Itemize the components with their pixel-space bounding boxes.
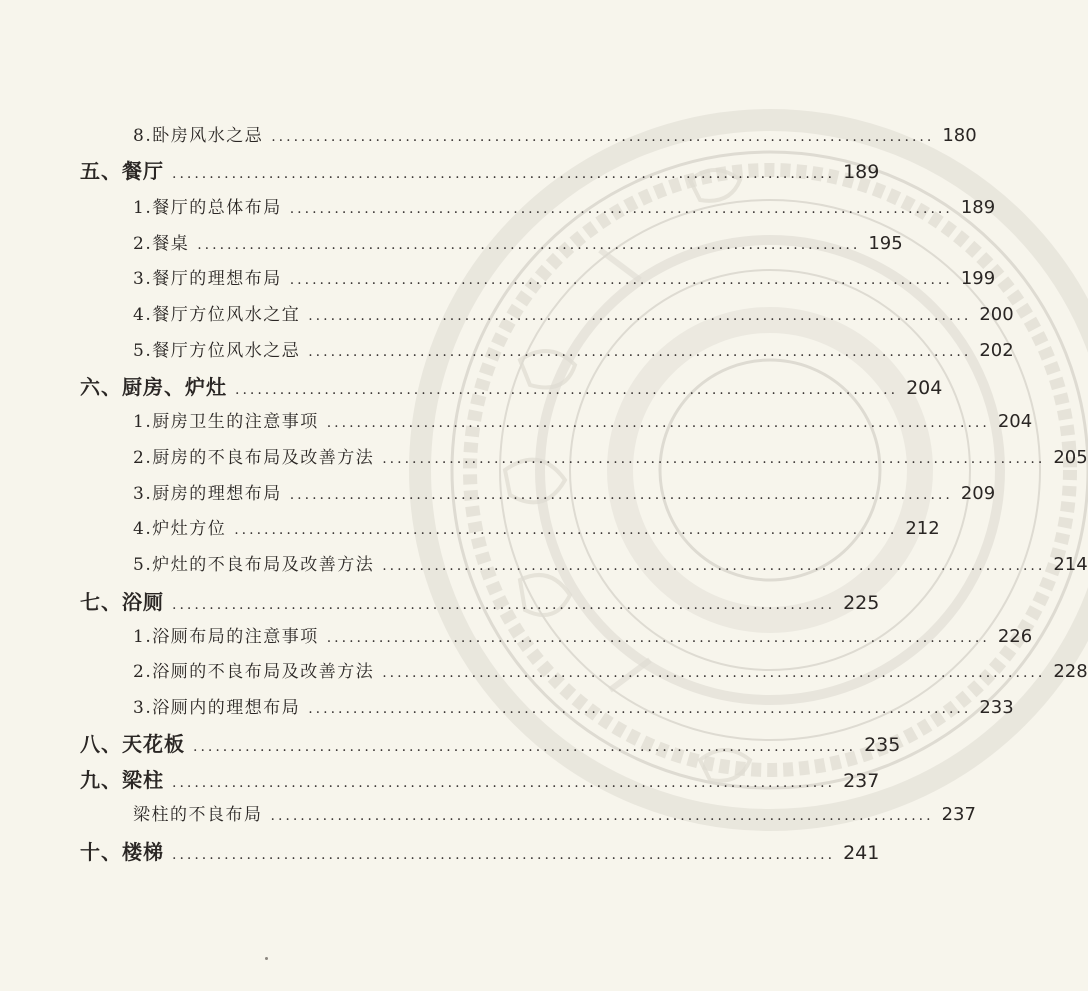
toc-entry-page: 180 [942, 125, 977, 146]
dot-leader: ......................................................................................... [289, 487, 953, 503]
toc-entry-title: 3.浴厕内的理想布局 [133, 698, 301, 718]
toc-entry-chapter[interactable] [80, 764, 880, 793]
toc-entry-title: 4.餐厅方位风水之宜 [133, 305, 301, 325]
toc-entry-title: 2.厨房的不良布局及改善方法 [133, 448, 375, 468]
dot-leader: ......................................................................................... [382, 558, 1046, 574]
toc-entry-title: 8.卧房风水之忌 [133, 126, 264, 146]
toc-entry-title: 1.餐厅的总体布局 [133, 198, 282, 218]
toc-entry-title: 2.餐桌 [133, 234, 190, 254]
toc-entry-title: 5.餐厅方位风水之忌 [133, 341, 301, 361]
dot-leader: ......................................................................................... [326, 630, 990, 646]
toc-entry-page: 225 [843, 592, 880, 614]
dot-leader: ......................................................................................... [289, 272, 953, 288]
toc-entry-chapter[interactable] [80, 371, 943, 400]
dot-leader: ......................................................................................... [382, 665, 1046, 681]
toc-entry-sub[interactable] [133, 550, 1088, 575]
dot-leader: ......................................................................................... [270, 808, 934, 824]
toc-entry-title: 七、浴厕 [80, 590, 164, 614]
toc-entry-sub[interactable] [133, 443, 1088, 468]
toc-entry-page: 209 [960, 483, 996, 504]
toc-entry-page: 212 [905, 518, 940, 539]
toc-entry-title: 五、餐厅 [80, 159, 164, 183]
toc-entry-page: 202 [979, 340, 1014, 361]
toc-entry-chapter[interactable] [80, 728, 901, 757]
toc-entry-sub[interactable] [133, 407, 1033, 432]
toc-entry-chapter[interactable] [80, 836, 880, 865]
dot-leader: ......................................................................................... [234, 522, 898, 538]
toc-entry-page: 189 [960, 197, 996, 218]
toc-entry-page: 199 [960, 268, 996, 289]
toc-entry-title: 九、梁柱 [80, 768, 164, 792]
toc-entry-sub[interactable] [133, 336, 1014, 361]
toc-entry-title: 1.厨房卫生的注意事项 [133, 412, 319, 432]
toc-entry-page: 204 [906, 377, 943, 399]
dot-leader: ......................................................................................... [172, 166, 836, 182]
toc-entry-title: 梁柱的不良布局 [133, 805, 263, 825]
dot-leader: ......................................................................................... [235, 382, 899, 398]
toc-entry-sub[interactable] [133, 622, 1033, 647]
dot-leader: ......................................................................................... [308, 308, 972, 324]
dot-leader: ......................................................................................... [197, 237, 861, 253]
toc-entry-sub[interactable] [133, 193, 996, 218]
toc-entry-page: 200 [979, 304, 1014, 325]
toc-entry-sub[interactable] [133, 657, 1088, 682]
toc-entry-sub[interactable] [133, 300, 1014, 325]
print-speck [265, 957, 268, 960]
toc-entry-title: 八、天花板 [80, 732, 185, 756]
toc-entry-page: 228 [1053, 661, 1088, 682]
dot-leader: ......................................................................................... [172, 775, 836, 791]
toc-entry-chapter[interactable] [80, 586, 880, 615]
toc-entry-page: 195 [868, 233, 903, 254]
dot-leader: ......................................................................................... [382, 451, 1046, 467]
toc-entry-chapter[interactable] [80, 155, 880, 184]
dot-leader: ......................................................................................... [326, 415, 990, 431]
toc-entry-title: 3.餐厅的理想布局 [133, 269, 282, 289]
toc-entry-page: 241 [843, 842, 880, 864]
toc-entry-title: 2.浴厕的不良布局及改善方法 [133, 662, 375, 682]
toc-entry-title: 1.浴厕布局的注意事项 [133, 627, 319, 647]
toc-entry-title: 六、厨房、炉灶 [80, 375, 227, 399]
toc-entry-sub[interactable] [133, 800, 976, 825]
toc-entry-sub[interactable] [133, 264, 996, 289]
toc-entry-sub[interactable] [133, 479, 996, 504]
toc-entry-page: 233 [979, 697, 1014, 718]
dot-leader: ......................................................................................... [172, 597, 836, 613]
dot-leader: ......................................................................................... [289, 201, 953, 217]
dot-leader: ......................................................................................... [308, 344, 972, 360]
toc-entry-page: 226 [997, 626, 1033, 647]
toc-entry-page: 205 [1053, 447, 1088, 468]
dot-leader: ......................................................................................... [271, 129, 935, 145]
toc-entry-page: 189 [843, 161, 880, 183]
toc-entry-page: 204 [997, 411, 1033, 432]
toc-entry-sub[interactable] [133, 693, 1014, 718]
toc-entry-title: 3.厨房的理想布局 [133, 484, 282, 504]
toc-entry-page: 237 [843, 770, 880, 792]
toc-entry-page: 237 [941, 804, 976, 825]
toc-entry-page: 214 [1053, 554, 1088, 575]
toc-entry-page: 235 [864, 734, 901, 756]
toc-entry-sub[interactable] [133, 121, 977, 146]
toc-entry-sub[interactable] [133, 229, 903, 254]
dot-leader: ......................................................................................... [308, 701, 972, 717]
dot-leader: ......................................................................................... [172, 847, 836, 863]
dot-leader: ......................................................................................... [193, 739, 857, 755]
toc-entry-sub[interactable] [133, 514, 940, 539]
toc-entry-title: 十、楼梯 [80, 840, 164, 864]
toc-entry-title: 4.炉灶方位 [133, 519, 227, 539]
toc-entry-title: 5.炉灶的不良布局及改善方法 [133, 555, 375, 575]
